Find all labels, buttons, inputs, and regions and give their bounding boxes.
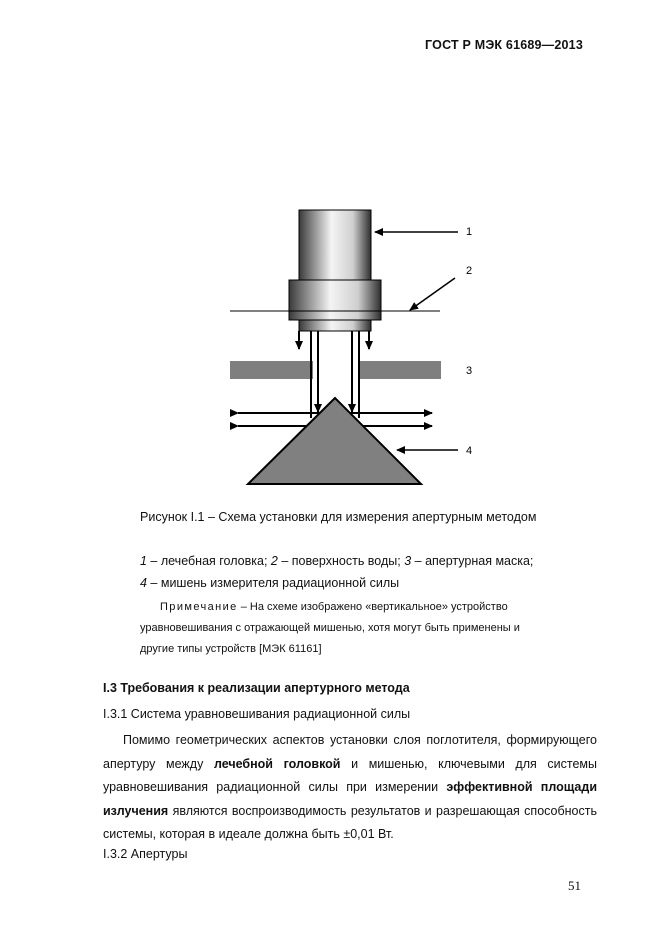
figure-label-1: 1	[466, 226, 473, 238]
figure-label-2: 2	[466, 265, 473, 277]
figure-label-4: 4	[466, 445, 473, 457]
subsection-heading-2: I.3.2 Апертуры	[103, 847, 188, 861]
figure-legend: 1 – лечебная головка; 2 – поверхность воды; 3 – апертурная маска; 4 – мишень измерителя радиационной силы	[140, 554, 534, 590]
treatment-head-cylinder	[299, 210, 371, 282]
target-triangle	[248, 398, 421, 484]
treatment-head-collar	[289, 280, 381, 320]
note-text: – На схеме изображено «вертикальное» устройство уравновешивания с отражающей мишенью, хотя могут быть применены и другие типы устройств [МЭК 61161]	[140, 601, 520, 655]
treatment-head-neck	[299, 320, 371, 331]
document-header: ГОСТ Р МЭК 61689—2013	[425, 38, 583, 52]
aperture-mask-left	[230, 361, 313, 379]
aperture-mask-right	[358, 361, 441, 379]
figure-label-3: 3	[466, 365, 473, 377]
note-title: Примечание	[160, 601, 238, 613]
figure-note	[140, 597, 550, 660]
figure-caption: Рисунок I.1 – Схема установки для измерения апертурным методом	[140, 510, 537, 524]
section-heading: I.3 Требования к реализации апертурного метода	[103, 681, 410, 695]
subsection-heading-1: I.3.1 Система уравновешивания радиационной силы	[103, 707, 411, 721]
leader-arrow-2	[410, 278, 455, 310]
body-paragraph: Помимо геометрических аспектов установки слоя поглотителя, формирующего апертуру между лечебной головкой и мишенью, ключевыми для системы уравновешивания радиационной силы при измерении эффективной площади излучения являются воспроизводимость результатов и разрешающая способность системы, которая в идеале должна быть ±0,01 Вт.	[103, 733, 598, 841]
page-number: 51	[568, 878, 581, 893]
